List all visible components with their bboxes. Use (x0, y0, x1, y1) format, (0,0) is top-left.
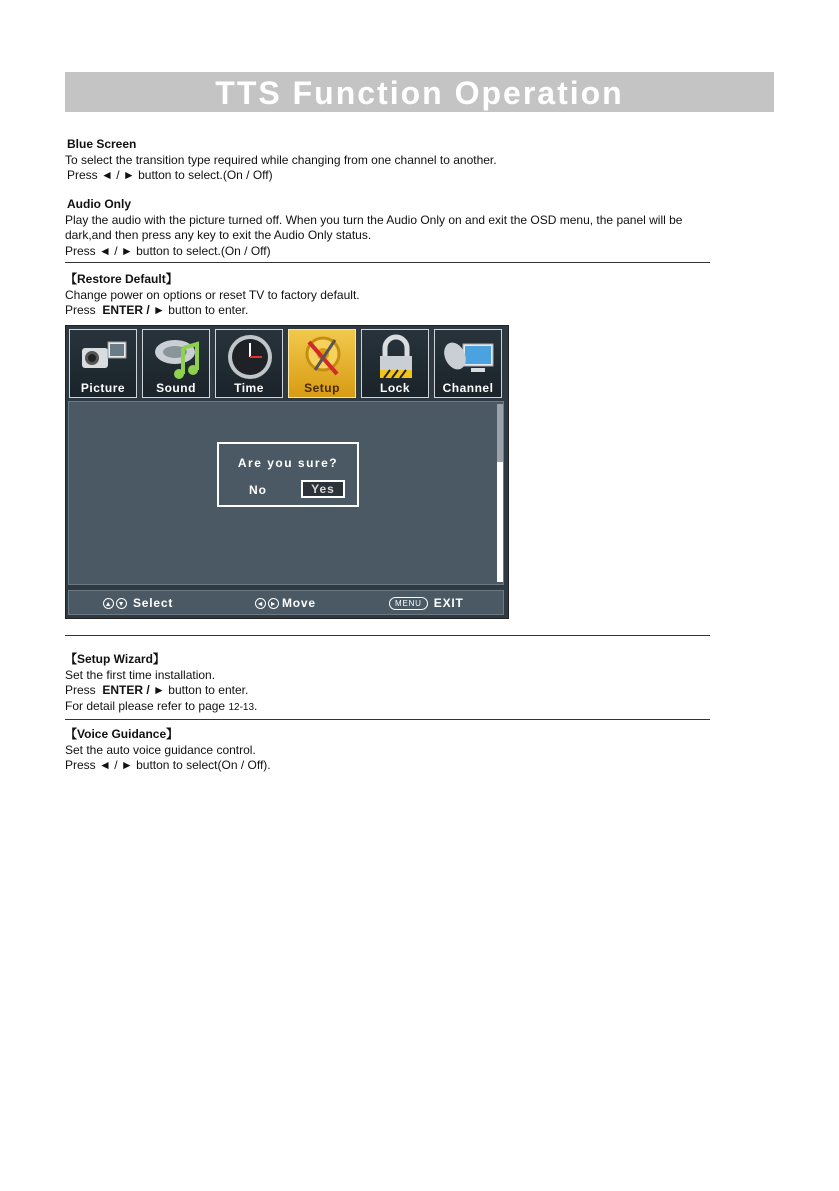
setup-wizard-instruction (65, 683, 715, 699)
scrollbar-thumb[interactable] (497, 404, 503, 462)
voice-guidance-instruction: Press ◄ / ► button to select(On / Off). (65, 758, 271, 772)
clock-icon (224, 334, 276, 380)
detail-text: For detail please refer to page (65, 698, 226, 713)
hint-bar (68, 590, 504, 615)
restore-default-section (65, 272, 715, 319)
enter-key-label: ENTER / ► (102, 303, 165, 317)
enter-key-label: ENTER / ► (102, 683, 165, 697)
menu-key-icon: MENU (389, 597, 428, 610)
audio-only-instruction: Press ◄ / ► button to select.(On / Off) (65, 243, 271, 258)
move-hint (255, 596, 316, 610)
up-arrow-icon: ▲ (103, 598, 114, 609)
restore-default-description: Change power on options or reset TV to factory default. (65, 287, 360, 302)
exit-label: EXIT (433, 596, 464, 610)
tab-setup[interactable] (288, 329, 356, 398)
satellite-monitor-icon (443, 334, 495, 380)
tab-time[interactable] (215, 329, 283, 398)
audio-only-description-2: dark,and then press any key to exit the Audio Only status. (65, 228, 372, 242)
divider (65, 719, 710, 720)
audio-only-heading: Audio Only (67, 197, 131, 211)
tab-label: Channel (442, 381, 494, 395)
tools-icon (297, 334, 349, 380)
voice-guidance-description: Set the auto voice guidance control. (65, 742, 256, 757)
no-button[interactable]: No (249, 483, 267, 497)
dialog-question: Are you sure? (237, 456, 339, 470)
blue-screen-description: To select the transition type required while changing from one channel to another. (65, 152, 497, 167)
right-arrow-icon: ► (268, 598, 279, 609)
blue-screen-instruction: Press ◄ / ► button to select.(On / Off) (67, 168, 273, 182)
audio-only-section (65, 197, 715, 259)
tab-channel[interactable] (434, 329, 502, 398)
page-title: TTS Function Operation (65, 72, 774, 112)
left-arrow-icon: ◄ (255, 598, 266, 609)
tab-label: Setup (304, 381, 340, 395)
osd-menu (65, 325, 509, 619)
camcorder-icon (78, 334, 130, 380)
setup-wizard-description: Set the first time installation. (65, 667, 216, 682)
restore-default-instruction (65, 303, 715, 319)
select-label: Select (133, 596, 174, 610)
tab-lock[interactable] (361, 329, 429, 398)
tab-picture[interactable] (69, 329, 137, 398)
restore-default-heading: 【Restore Default】 (65, 272, 178, 286)
instruction-rest: button to enter. (168, 303, 249, 317)
audio-only-description-1: Play the audio with the picture turned off. When you turn the Audio Only on and exit the OSD menu, the panel will be (65, 212, 683, 227)
yes-button[interactable]: Yes (301, 480, 345, 498)
exit-hint (389, 596, 464, 610)
tab-label: Picture (80, 381, 126, 395)
move-label: Move (282, 596, 316, 610)
setup-wizard-detail (65, 699, 715, 716)
setup-wizard-section (65, 652, 715, 715)
select-hint (103, 596, 173, 610)
divider (65, 262, 710, 263)
instruction-rest: button to enter. (168, 683, 249, 697)
voice-guidance-heading: 【Voice Guidance】 (65, 727, 179, 741)
music-note-icon (151, 334, 203, 380)
detail-end: . (254, 698, 258, 713)
setup-wizard-heading: 【Setup Wizard】 (65, 652, 165, 666)
confirm-dialog (217, 442, 359, 507)
down-arrow-icon: ▼ (116, 598, 127, 609)
tab-label: Lock (379, 381, 410, 395)
tab-label: Sound (156, 381, 196, 395)
tab-sound[interactable] (142, 329, 210, 398)
padlock-icon (370, 334, 422, 380)
press-text: Press (65, 303, 96, 317)
divider (65, 635, 710, 636)
voice-guidance-section (65, 727, 715, 774)
tab-label: Time (234, 381, 264, 395)
blue-screen-heading: Blue Screen (67, 137, 137, 151)
detail-page: 12-13 (228, 701, 255, 713)
blue-screen-section (65, 137, 715, 184)
press-text: Press (65, 683, 96, 697)
